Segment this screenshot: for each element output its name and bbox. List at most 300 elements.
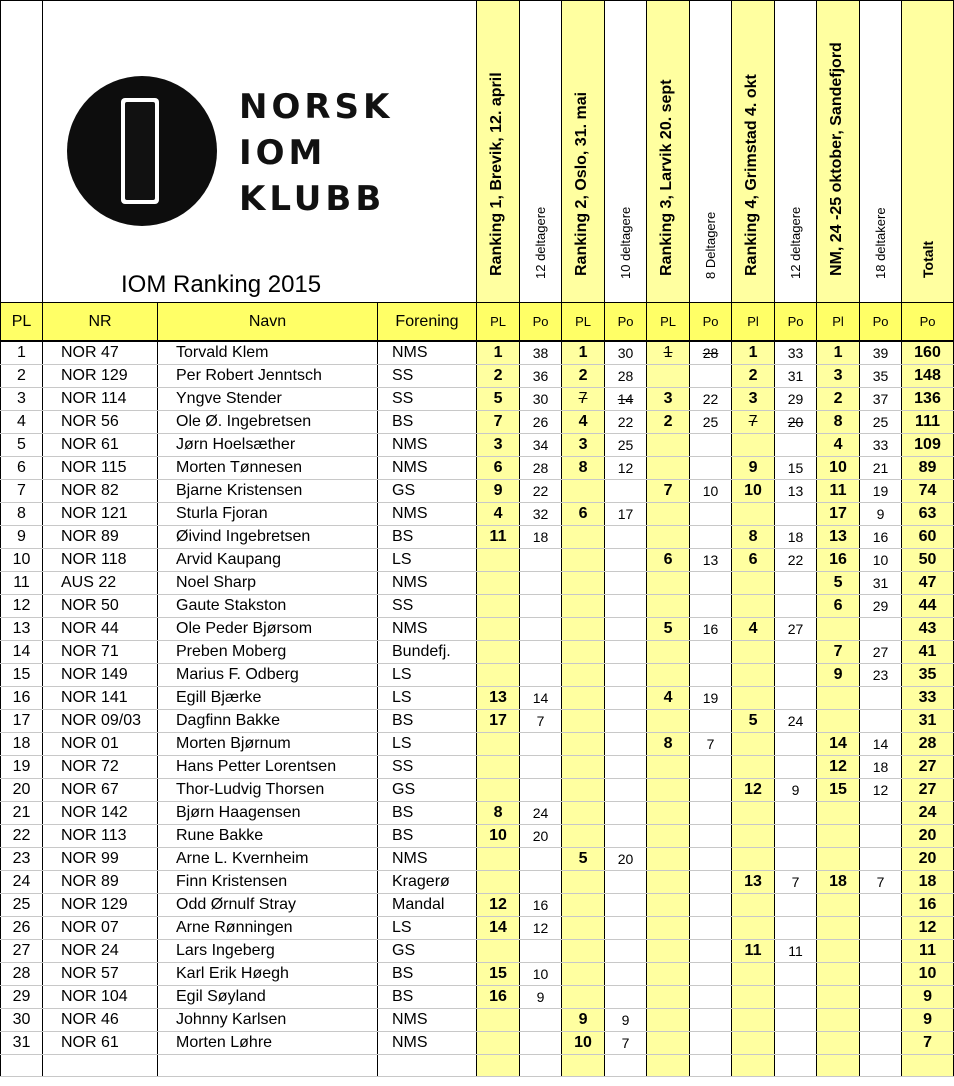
club-cell-value: BS (392, 528, 414, 545)
rank-cell (1, 917, 43, 940)
event-4-points-cell (775, 1032, 817, 1055)
name-cell (158, 434, 378, 457)
name-cell (158, 940, 378, 963)
sail-number-cell-value: NOR 46 (61, 1011, 119, 1028)
event-2-points-cell (605, 664, 647, 687)
name-cell-value: Torvald Klem (176, 344, 269, 361)
total-points-cell (902, 687, 954, 710)
total-points-cell-value: 28 (918, 735, 937, 752)
club-cell (378, 388, 477, 411)
sail-number-cell (43, 963, 158, 986)
event-2-points-cell (605, 825, 647, 848)
event-4-points-cell (775, 963, 817, 986)
event-1-place-cell-value: 15 (489, 965, 507, 982)
event-3-place-cell (647, 986, 690, 1009)
col-e2-po: Po (605, 303, 647, 342)
event-4-points-cell (775, 434, 817, 457)
total-points-cell-value: 20 (918, 827, 937, 844)
event-3-place-cell (647, 341, 690, 365)
event-2-points-cell-value: 22 (617, 414, 634, 430)
event-3-place-cell-value: 6 (663, 551, 673, 568)
club-cell-value: SS (392, 597, 414, 614)
empty-cell (378, 1055, 477, 1077)
empty-cell (775, 1055, 817, 1077)
event-5-place-cell-value: 15 (829, 781, 847, 798)
event-2-place-cell-value: 10 (574, 1034, 592, 1051)
rank-cell-value: 11 (13, 574, 30, 591)
rank-cell-value: 8 (17, 505, 26, 522)
table-row (1, 779, 954, 802)
sail-number-cell (43, 825, 158, 848)
event-4-place-cell (732, 457, 775, 480)
event-3-points-cell (690, 641, 732, 664)
event-3-points-cell (690, 894, 732, 917)
event-2-points-cell-value: 20 (617, 851, 634, 867)
sail-number-cell (43, 733, 158, 756)
event-5-points-cell (860, 549, 902, 572)
event-3-points-cell (690, 503, 732, 526)
col-forening-header: Forening (378, 303, 477, 342)
event-2-place-cell-value: 8 (578, 459, 588, 476)
total-points-cell (902, 1009, 954, 1032)
event-2-place-cell (562, 687, 605, 710)
total-points-cell-value: 109 (914, 436, 941, 453)
event-5-points-cell (860, 986, 902, 1009)
sail-number-cell-value: NOR 72 (61, 758, 119, 775)
table-row (1, 1032, 954, 1055)
event-3-points-cell (690, 411, 732, 434)
event-4-place-cell-value: 4 (748, 620, 758, 637)
event-4-place-cell (732, 526, 775, 549)
total-points-cell-value: 24 (918, 804, 937, 821)
event-1-place-cell-value: 16 (489, 988, 507, 1005)
event-1-points-cell-value: 34 (532, 437, 549, 453)
event-3-points-cell (690, 341, 732, 365)
event-5-place-cell (817, 710, 860, 733)
event-4-place-cell (732, 434, 775, 457)
sail-number-cell-value: NOR 89 (61, 873, 119, 890)
name-cell (158, 503, 378, 526)
empty-cell (605, 1055, 647, 1077)
club-cell-value: BS (392, 712, 414, 729)
event-5-place-cell (817, 779, 860, 802)
event-3-place-cell (647, 802, 690, 825)
sail-number-cell-value: NOR 113 (61, 827, 127, 844)
event-5-place-cell (817, 894, 860, 917)
event-1-points-cell (520, 549, 562, 572)
table-row (1, 618, 954, 641)
event-1-points-cell (520, 894, 562, 917)
event-4-place-cell (732, 572, 775, 595)
club-cell (378, 664, 477, 687)
event-1-place-cell-value: 5 (493, 390, 503, 407)
col-e3-po: Po (690, 303, 732, 342)
event-1-place-cell (477, 894, 520, 917)
sail-number-cell (43, 595, 158, 618)
name-cell (158, 549, 378, 572)
event-5-place-cell (817, 341, 860, 365)
total-points-cell-value: 16 (918, 896, 937, 913)
sail-number-cell-value: NOR 141 (61, 689, 128, 706)
name-cell-value: Noel Sharp (176, 574, 257, 591)
event-5-place-cell (817, 848, 860, 871)
total-points-cell-value: 50 (918, 551, 937, 568)
col-e2-pl: PL (562, 303, 605, 342)
event-5-points-cell (860, 664, 902, 687)
sail-number-cell-value: NOR 61 (61, 1034, 119, 1051)
club-cell-value: LS (392, 689, 412, 706)
name-cell (158, 1032, 378, 1055)
name-cell-value: Karl Erik Høegh (176, 965, 289, 982)
event-3-points-cell (690, 986, 732, 1009)
event-1-place-cell (477, 1032, 520, 1055)
event-5-points-cell (860, 687, 902, 710)
event-4-place-cell-value: 12 (744, 781, 762, 798)
event-2-place-cell (562, 917, 605, 940)
event-1-points-cell-value: 32 (532, 506, 549, 522)
event-2-points-cell-value: 17 (617, 506, 634, 522)
table-row (1, 641, 954, 664)
club-cell-value: SS (392, 367, 414, 384)
event-1-points-cell (520, 595, 562, 618)
total-points-cell-value: 44 (918, 597, 937, 614)
club-cell (378, 1009, 477, 1032)
sail-number-cell-value: NOR 57 (61, 965, 119, 982)
event-3-points-cell (690, 365, 732, 388)
name-cell-value: Ole Peder Bjørsom (176, 620, 313, 637)
club-cell (378, 940, 477, 963)
club-cell (378, 733, 477, 756)
club-cell (378, 917, 477, 940)
rank-cell-value: 21 (12, 804, 31, 821)
event-3-place-cell (647, 756, 690, 779)
event-4-place-cell (732, 802, 775, 825)
event-4-points-cell-value: 15 (787, 460, 804, 476)
total-points-cell-value: 63 (918, 505, 937, 522)
rank-cell (1, 365, 43, 388)
club-cell (378, 802, 477, 825)
event-1-points-cell-value: 12 (532, 920, 549, 936)
event-2-place-cell (562, 549, 605, 572)
event-5-points-cell-value: 19 (872, 483, 889, 499)
event-5-place-cell-value: 7 (833, 643, 843, 660)
rank-cell (1, 664, 43, 687)
name-cell-value: Hans Petter Lorentsen (176, 758, 337, 775)
event-1-points-cell (520, 434, 562, 457)
sail-number-cell (43, 641, 158, 664)
event-1-place-cell (477, 871, 520, 894)
event-3-place-cell (647, 480, 690, 503)
event-5-place-cell (817, 986, 860, 1009)
event-1-place-cell-value: 6 (493, 459, 503, 476)
name-cell-value: Dagfinn Bakke (176, 712, 281, 729)
event-3-points-cell-value: 28 (702, 345, 719, 361)
event-1-place-cell-value: 1 (493, 344, 503, 361)
table-row (1, 710, 954, 733)
event-3-points-cell (690, 480, 732, 503)
event-2-points-cell (605, 710, 647, 733)
table-row (1, 664, 954, 687)
rank-cell-value: 23 (12, 850, 31, 867)
total-points-cell-value: 136 (914, 390, 941, 407)
event-5-place-cell-value: 4 (833, 436, 843, 453)
rank-cell-value: 10 (12, 551, 31, 568)
event-2-points-cell (605, 871, 647, 894)
event-5-points-cell (860, 641, 902, 664)
event-4-points-cell-value: 11 (788, 943, 803, 959)
total-points-cell-value: 148 (914, 367, 941, 384)
event-1-place-cell (477, 549, 520, 572)
event-1-points-cell-value: 28 (532, 460, 549, 476)
table-row (1, 871, 954, 894)
club-cell (378, 526, 477, 549)
table-row (1, 1009, 954, 1032)
total-header: Totalt (902, 1, 954, 303)
event-2-place-cell-value: 4 (578, 413, 588, 430)
event-2-place-cell-value: 7 (578, 390, 588, 407)
event-4-points-cell (775, 503, 817, 526)
event-1-place-cell-value: 7 (493, 413, 503, 430)
club-cell (378, 503, 477, 526)
table-row (1, 526, 954, 549)
event-4-place-cell (732, 549, 775, 572)
club-cell-value: NMS (392, 1034, 428, 1051)
sail-number-cell-value: NOR 09/03 (61, 712, 142, 729)
club-cell-value: NMS (392, 620, 428, 637)
event-1-place-cell-value: 11 (489, 528, 507, 545)
rank-cell (1, 710, 43, 733)
event-1-place-cell (477, 503, 520, 526)
rank-cell (1, 618, 43, 641)
event-4-place-cell (732, 940, 775, 963)
event-5-points-cell (860, 434, 902, 457)
sail-number-cell (43, 756, 158, 779)
event-3-place-cell (647, 365, 690, 388)
event-4-place-cell (732, 1009, 775, 1032)
event-3-place-cell-value: 4 (663, 689, 673, 706)
total-points-cell (902, 871, 954, 894)
event-1-points-cell-value: 26 (532, 414, 549, 430)
sail-number-cell (43, 710, 158, 733)
event-4-points-cell-value: 20 (787, 414, 804, 430)
event-3-place-cell-value: 8 (663, 735, 673, 752)
table-row (1, 595, 954, 618)
event-2-points-cell (605, 503, 647, 526)
name-cell (158, 871, 378, 894)
event-5-place-cell (817, 411, 860, 434)
total-points-cell (902, 388, 954, 411)
event-3-place-cell (647, 503, 690, 526)
name-cell-value: Preben Moberg (176, 643, 287, 660)
table-row (1, 756, 954, 779)
rank-cell-value: 18 (12, 735, 31, 752)
event-2-place-cell (562, 894, 605, 917)
rank-cell-value: 30 (12, 1011, 31, 1028)
event-3-place-cell (647, 825, 690, 848)
event-4-place-cell (732, 779, 775, 802)
event-3-points-cell (690, 618, 732, 641)
event-4-points-cell (775, 802, 817, 825)
event-4-points-cell-value: 18 (787, 529, 804, 545)
event-2-place-cell (562, 779, 605, 802)
rank-cell-value: 28 (12, 965, 31, 982)
event-3-points-cell-value: 10 (702, 483, 719, 499)
event-1-place-cell (477, 986, 520, 1009)
event-4-points-cell (775, 480, 817, 503)
event-1-points-cell (520, 365, 562, 388)
event-5-place-cell (817, 526, 860, 549)
name-cell (158, 365, 378, 388)
event-5-points-cell (860, 733, 902, 756)
total-points-cell-value: 43 (918, 620, 937, 637)
sail-number-cell (43, 434, 158, 457)
rank-cell-value: 13 (12, 620, 31, 637)
event-3-points-cell (690, 457, 732, 480)
event-5-place-cell (817, 802, 860, 825)
event-2-place-cell (562, 986, 605, 1009)
event-3-points-cell (690, 825, 732, 848)
table-row (1, 388, 954, 411)
event-1-place-cell (477, 388, 520, 411)
sail-number-cell (43, 687, 158, 710)
table-row (1, 733, 954, 756)
event-5-points-cell (860, 365, 902, 388)
sail-number-cell-value: NOR 07 (61, 919, 119, 936)
club-cell (378, 572, 477, 595)
event-5-points-cell-value: 23 (872, 667, 889, 683)
event-1-place-cell (477, 457, 520, 480)
col-navn-header: Navn (158, 303, 378, 342)
event-5-place-cell-value: 5 (833, 574, 843, 591)
event-5-points-cell-value: 14 (872, 736, 889, 752)
logo-text (239, 84, 393, 222)
club-cell-value: LS (392, 919, 412, 936)
total-points-cell (902, 963, 954, 986)
table-row (1, 549, 954, 572)
event-3-place-cell-value: 7 (663, 482, 673, 499)
event-4-place-cell (732, 848, 775, 871)
event-4-points-cell-value: 24 (787, 713, 804, 729)
event-2-place-cell-value: 1 (578, 344, 588, 361)
event-1-place-cell-value: 9 (493, 482, 503, 499)
event-2-points-cell (605, 986, 647, 1009)
event-3-place-cell (647, 963, 690, 986)
name-cell-value: Bjørn Haagensen (176, 804, 301, 821)
event-2-points-cell (605, 917, 647, 940)
event-2-points-cell-value: 25 (617, 437, 634, 453)
event-1-place-cell-value: 12 (489, 896, 507, 913)
event-2-points-cell (605, 434, 647, 457)
event-1-place-cell (477, 733, 520, 756)
name-cell (158, 526, 378, 549)
sail-number-cell-value: NOR 71 (61, 643, 119, 660)
event-1-participants: 12 deltagere (520, 1, 562, 303)
club-cell-value: BS (392, 965, 414, 982)
event-2-points-cell (605, 341, 647, 365)
name-cell (158, 388, 378, 411)
rank-cell-value: 24 (12, 873, 31, 890)
event-2-place-cell (562, 802, 605, 825)
event-1-points-cell (520, 641, 562, 664)
event-1-points-cell-value: 16 (532, 897, 549, 913)
total-points-cell (902, 848, 954, 871)
event-5-points-cell (860, 503, 902, 526)
event-4-place-cell (732, 411, 775, 434)
event-1-place-cell (477, 526, 520, 549)
table-row (1, 457, 954, 480)
event-2-points-cell (605, 802, 647, 825)
event-4-place-cell (732, 480, 775, 503)
event-4-points-cell (775, 664, 817, 687)
col-e4-pl: Pl (732, 303, 775, 342)
event-5-place-cell (817, 1009, 860, 1032)
total-points-cell-value: 33 (918, 689, 937, 706)
event-3-points-cell-value: 22 (702, 391, 719, 407)
empty-cell (860, 1055, 902, 1077)
empty-cell (690, 1055, 732, 1077)
event-2-points-cell-value: 7 (621, 1035, 630, 1051)
name-cell-value: Lars Ingeberg (176, 942, 275, 959)
event-1-place-cell-value: 4 (493, 505, 503, 522)
event-4-points-cell-value: 9 (791, 782, 800, 798)
event-2-points-cell (605, 733, 647, 756)
event-1-place-cell (477, 710, 520, 733)
name-cell (158, 963, 378, 986)
event-5-points-cell (860, 411, 902, 434)
sail-number-cell-value: NOR 115 (61, 459, 127, 476)
empty-cell (732, 1055, 775, 1077)
event-4-points-cell (775, 341, 817, 365)
event-3-place-cell (647, 940, 690, 963)
total-points-cell (902, 549, 954, 572)
event-1-points-cell (520, 825, 562, 848)
sail-number-cell-value: NOR 44 (61, 620, 119, 637)
event-1-place-cell-value: 13 (489, 689, 507, 706)
event-2-participants: 10 deltagere (605, 1, 647, 303)
event-3-points-cell (690, 388, 732, 411)
event-5-points-cell-value: 33 (872, 437, 889, 453)
event-3-points-cell (690, 779, 732, 802)
name-cell (158, 848, 378, 871)
event-2-place-cell (562, 365, 605, 388)
club-cell-value: LS (392, 666, 412, 683)
col-e3-pl: PL (647, 303, 690, 342)
club-cell-value: NMS (392, 505, 428, 522)
event-5-place-cell (817, 687, 860, 710)
event-2-place-cell (562, 341, 605, 365)
total-points-cell-value: 9 (923, 1011, 932, 1028)
rank-cell-value: 4 (17, 413, 26, 430)
event-4-place-cell (732, 1032, 775, 1055)
sail-number-cell (43, 572, 158, 595)
name-cell-value: Arne L. Kvernheim (176, 850, 309, 867)
sail-number-cell-value: NOR 104 (61, 988, 128, 1005)
event-4-place-cell (732, 664, 775, 687)
event-5-points-cell-value: 29 (872, 598, 889, 614)
name-cell (158, 618, 378, 641)
event-3-place-cell (647, 894, 690, 917)
sail-number-cell-value: NOR 50 (61, 597, 119, 614)
event-4-place-cell (732, 687, 775, 710)
event-2-place-cell (562, 871, 605, 894)
event-3-place-cell (647, 1032, 690, 1055)
event-5-place-cell-value: 1 (833, 344, 843, 361)
event-4-header: Ranking 4, Grimstad 4. okt (732, 1, 775, 303)
rank-cell (1, 526, 43, 549)
event-1-points-cell (520, 341, 562, 365)
event-5-points-cell (860, 480, 902, 503)
sail-number-cell-value: NOR 129 (61, 896, 128, 913)
